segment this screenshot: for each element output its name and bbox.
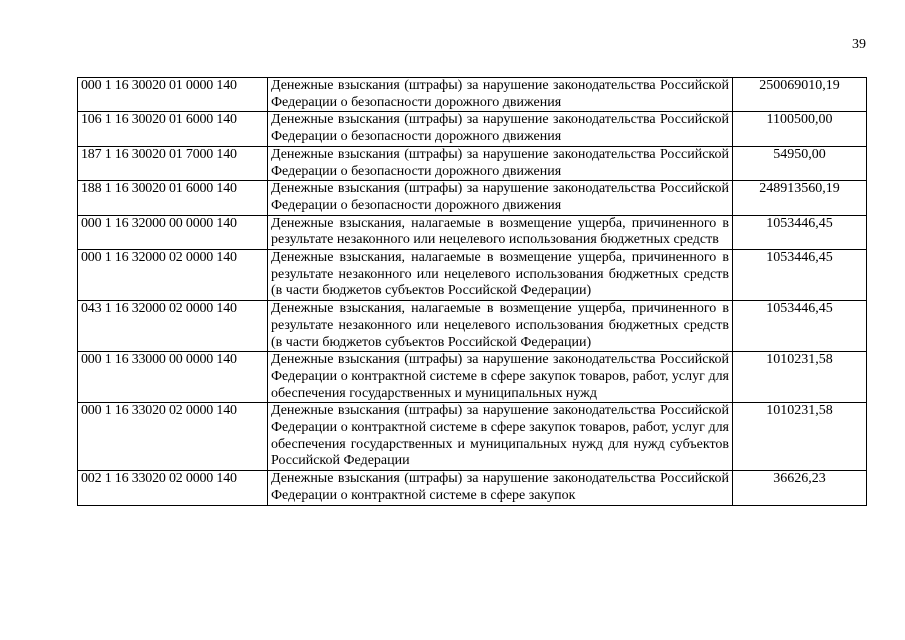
table-row <box>78 215 867 249</box>
revenue-name-cell: Денежные взыскания (штрафы) за нарушение законодательства Российской Федерации о безопасности дорожного движения <box>268 146 733 180</box>
revenue-name-cell: Денежные взыскания (штрафы) за нарушение законодательства Российской Федерации о безопасности дорожного движения <box>268 78 733 112</box>
revenue-amount-cell: 1010231,58 <box>733 352 867 403</box>
table-row <box>78 78 867 112</box>
revenue-code-cell: 106 1 16 30020 01 6000 140 <box>78 112 268 146</box>
revenue-amount-cell: 250069010,19 <box>733 78 867 112</box>
revenue-code-cell: 187 1 16 30020 01 7000 140 <box>78 146 268 180</box>
revenue-name-cell: Денежные взыскания (штрафы) за нарушение законодательства Российской Федерации о безопасности дорожного движения <box>268 112 733 146</box>
table-row <box>78 146 867 180</box>
table-row <box>78 403 867 471</box>
revenue-name-cell: Денежные взыскания, налагаемые в возмещение ущерба, причиненного в результате незаконного или нецелевого использования бюджетных средств <box>268 215 733 249</box>
revenue-code-cell: 000 1 16 33000 00 0000 140 <box>78 352 268 403</box>
revenue-name-cell: Денежные взыскания (штрафы) за нарушение законодательства Российской Федерации о контрактной системе в сфере закупок товаров, работ, услуг для обеспечения государственных и муниципальных нужд для нужд субъектов Российской Федерации <box>268 403 733 471</box>
revenue-amount-cell: 1053446,45 <box>733 215 867 249</box>
revenue-code-cell: 000 1 16 33020 02 0000 140 <box>78 403 268 471</box>
revenue-amount-cell: 1100500,00 <box>733 112 867 146</box>
revenue-amount-cell: 248913560,19 <box>733 181 867 215</box>
revenue-name-cell: Денежные взыскания (штрафы) за нарушение законодательства Российской Федерации о безопасности дорожного движения <box>268 181 733 215</box>
revenue-amount-cell: 36626,23 <box>733 471 867 505</box>
revenue-name-cell: Денежные взыскания, налагаемые в возмещение ущерба, причиненного в результате незаконного или нецелевого использования бюджетных средств (в части бюджетов субъектов Российской Федерации) <box>268 301 733 352</box>
budget-revenue-table <box>77 77 867 506</box>
revenue-amount-cell: 54950,00 <box>733 146 867 180</box>
revenue-amount-cell: 1053446,45 <box>733 301 867 352</box>
revenue-amount-cell: 1053446,45 <box>733 250 867 301</box>
page-number: 39 <box>852 37 866 52</box>
revenue-code-cell: 000 1 16 32000 00 0000 140 <box>78 215 268 249</box>
revenue-name-cell: Денежные взыскания (штрафы) за нарушение законодательства Российской Федерации о контрактной системе в сфере закупок товаров, работ, услуг для обеспечения государственных и муниципальных нужд <box>268 352 733 403</box>
revenue-code-cell: 002 1 16 33020 02 0000 140 <box>78 471 268 505</box>
revenue-code-cell: 000 1 16 30020 01 0000 140 <box>78 78 268 112</box>
table-row <box>78 250 867 301</box>
revenue-name-cell: Денежные взыскания, налагаемые в возмещение ущерба, причиненного в результате незаконного или нецелевого использования бюджетных средств (в части бюджетов субъектов Российской Федерации) <box>268 250 733 301</box>
revenue-amount-cell: 1010231,58 <box>733 403 867 471</box>
table-row <box>78 301 867 352</box>
revenue-code-cell: 188 1 16 30020 01 6000 140 <box>78 181 268 215</box>
revenue-code-cell: 000 1 16 32000 02 0000 140 <box>78 250 268 301</box>
table-row <box>78 181 867 215</box>
table-row <box>78 352 867 403</box>
revenue-code-cell: 043 1 16 32000 02 0000 140 <box>78 301 268 352</box>
revenue-name-cell: Денежные взыскания (штрафы) за нарушение законодательства Российской Федерации о контрактной системе в сфере закупок <box>268 471 733 505</box>
table-row <box>78 112 867 146</box>
table-row <box>78 471 867 505</box>
